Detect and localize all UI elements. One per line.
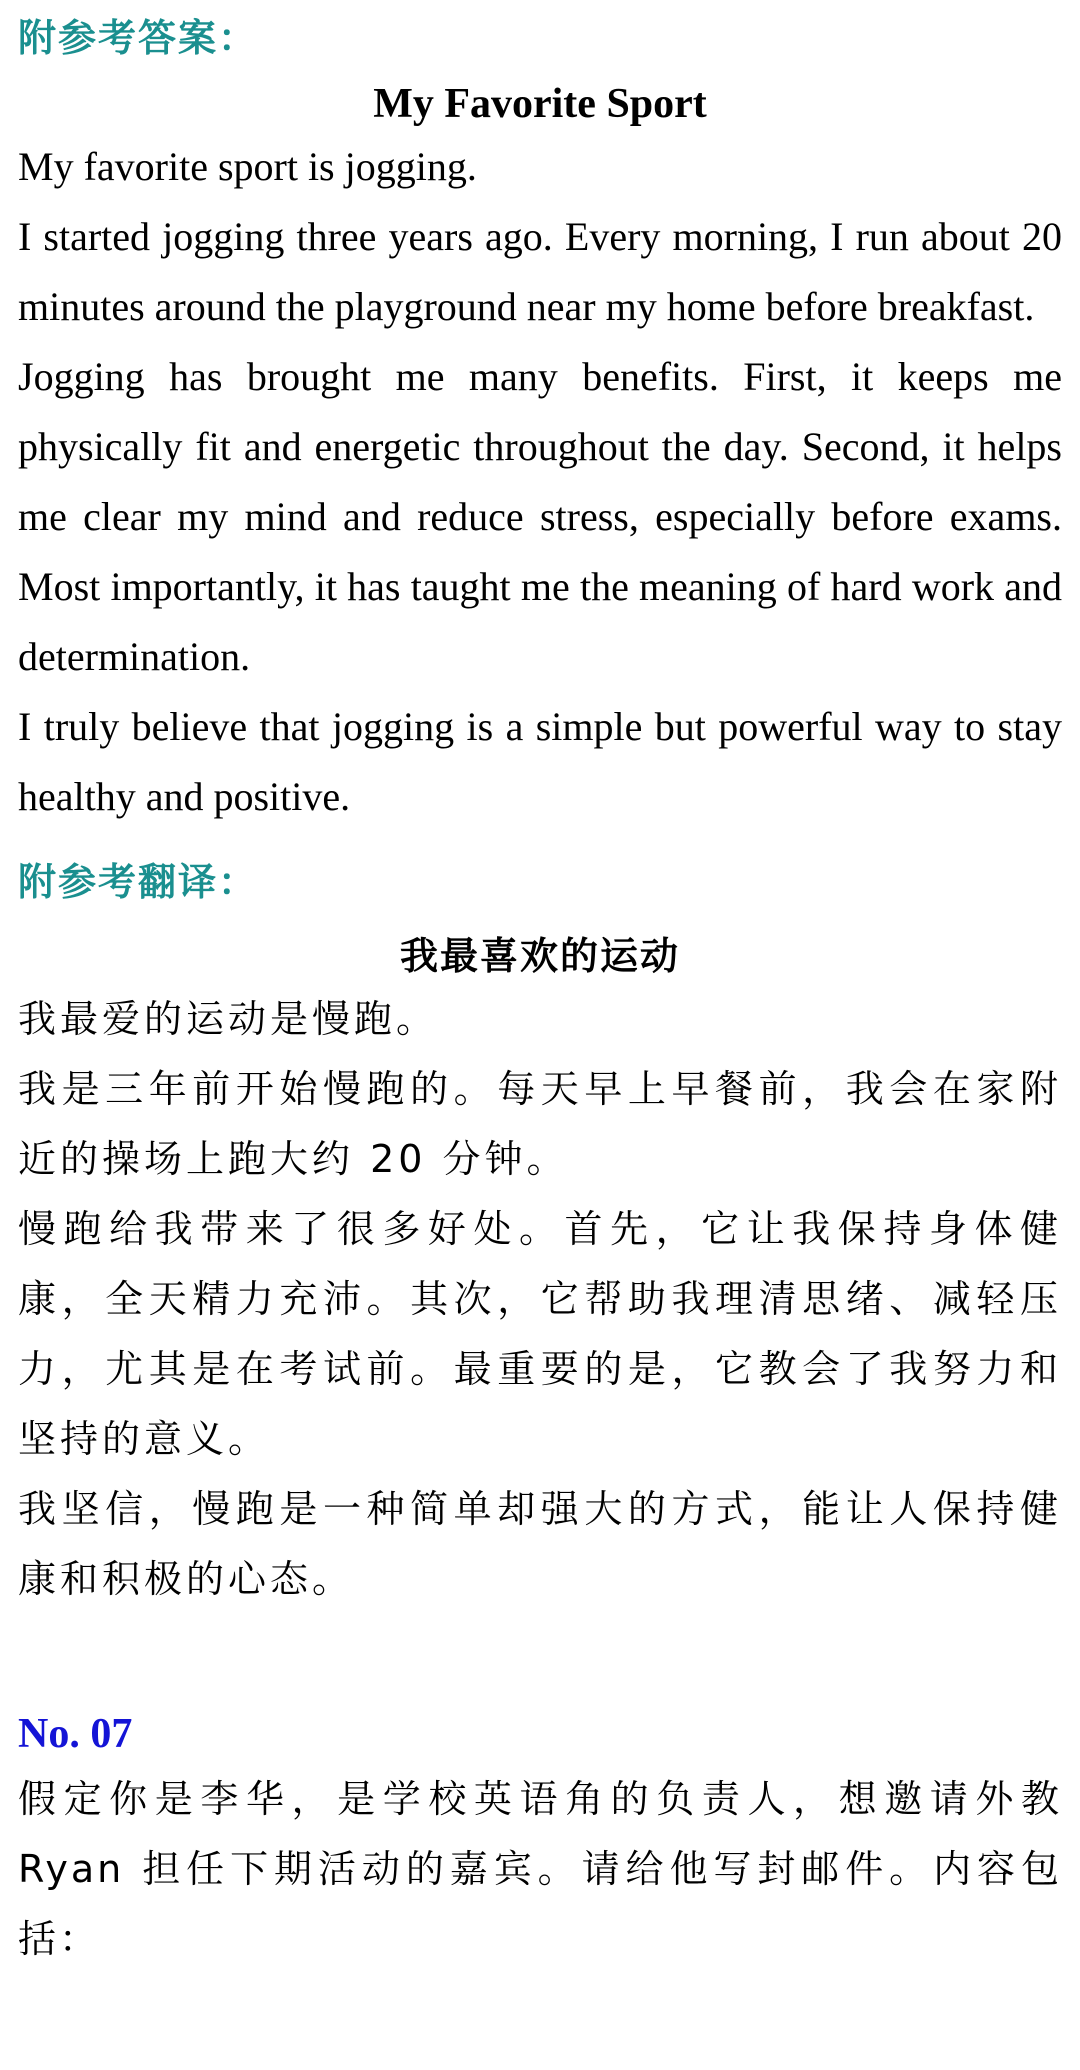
translation-paragraph-3: 慢跑给我带来了很多好处。首先，它让我保持身体健康，全天精力充沛。其次，它帮助我理清思绪、减轻压力，尤其是在考试前。最重要的是，它教会了我努力和坚持的意义。 (18, 1207, 1062, 1461)
translation-paragraph-4: 我坚信，慢跑是一种简单却强大的方式，能让人保持健康和积极的心态。 (18, 1487, 1062, 1601)
essay-paragraph-4: I truly believe that jogging is a simple but powerful way to stay healthy and positive. (18, 704, 1062, 819)
item-number: No. 07 (18, 1711, 133, 1757)
answer-section-label: 附参考答案： (18, 15, 259, 60)
translation-paragraph-2: 我是三年前开始慢跑的。每天早上早餐前，我会在家附近的操场上跑大约 20 分钟。 (18, 1067, 1062, 1181)
translation-section (18, 860, 1062, 1614)
translation-paragraph-1: 我最爱的运动是慢跑。 (18, 997, 439, 1041)
translation-title: 我最喜欢的运动 (399, 934, 680, 978)
essay-paragraph-2: I started jogging three years ago. Every morning, I run about 20 minutes around the playground near my home before breakfast. (18, 214, 1062, 329)
task-prompt: 假定你是李华，是学校英语角的负责人，想邀请外教 Ryan 担任下期活动的嘉宾。请给他写封邮件。内容包括： (18, 1777, 1062, 1961)
essay-title: My Favorite Sport (373, 81, 707, 127)
translation-section-label: 附参考翻译： (18, 859, 259, 904)
essay-paragraph-1: My favorite sport is jogging. (18, 144, 477, 189)
answer-section (18, 0, 1062, 832)
essay-paragraph-3: Jogging has brought me many benefits. First, it keeps me physically fit and energetic throughout the day. Second, it helps me clear my mind and reduce stress, especially before exams. Most importantly, it has taught me the meaning of hard work and determination. (18, 354, 1062, 679)
next-item-section (18, 1704, 1062, 1974)
